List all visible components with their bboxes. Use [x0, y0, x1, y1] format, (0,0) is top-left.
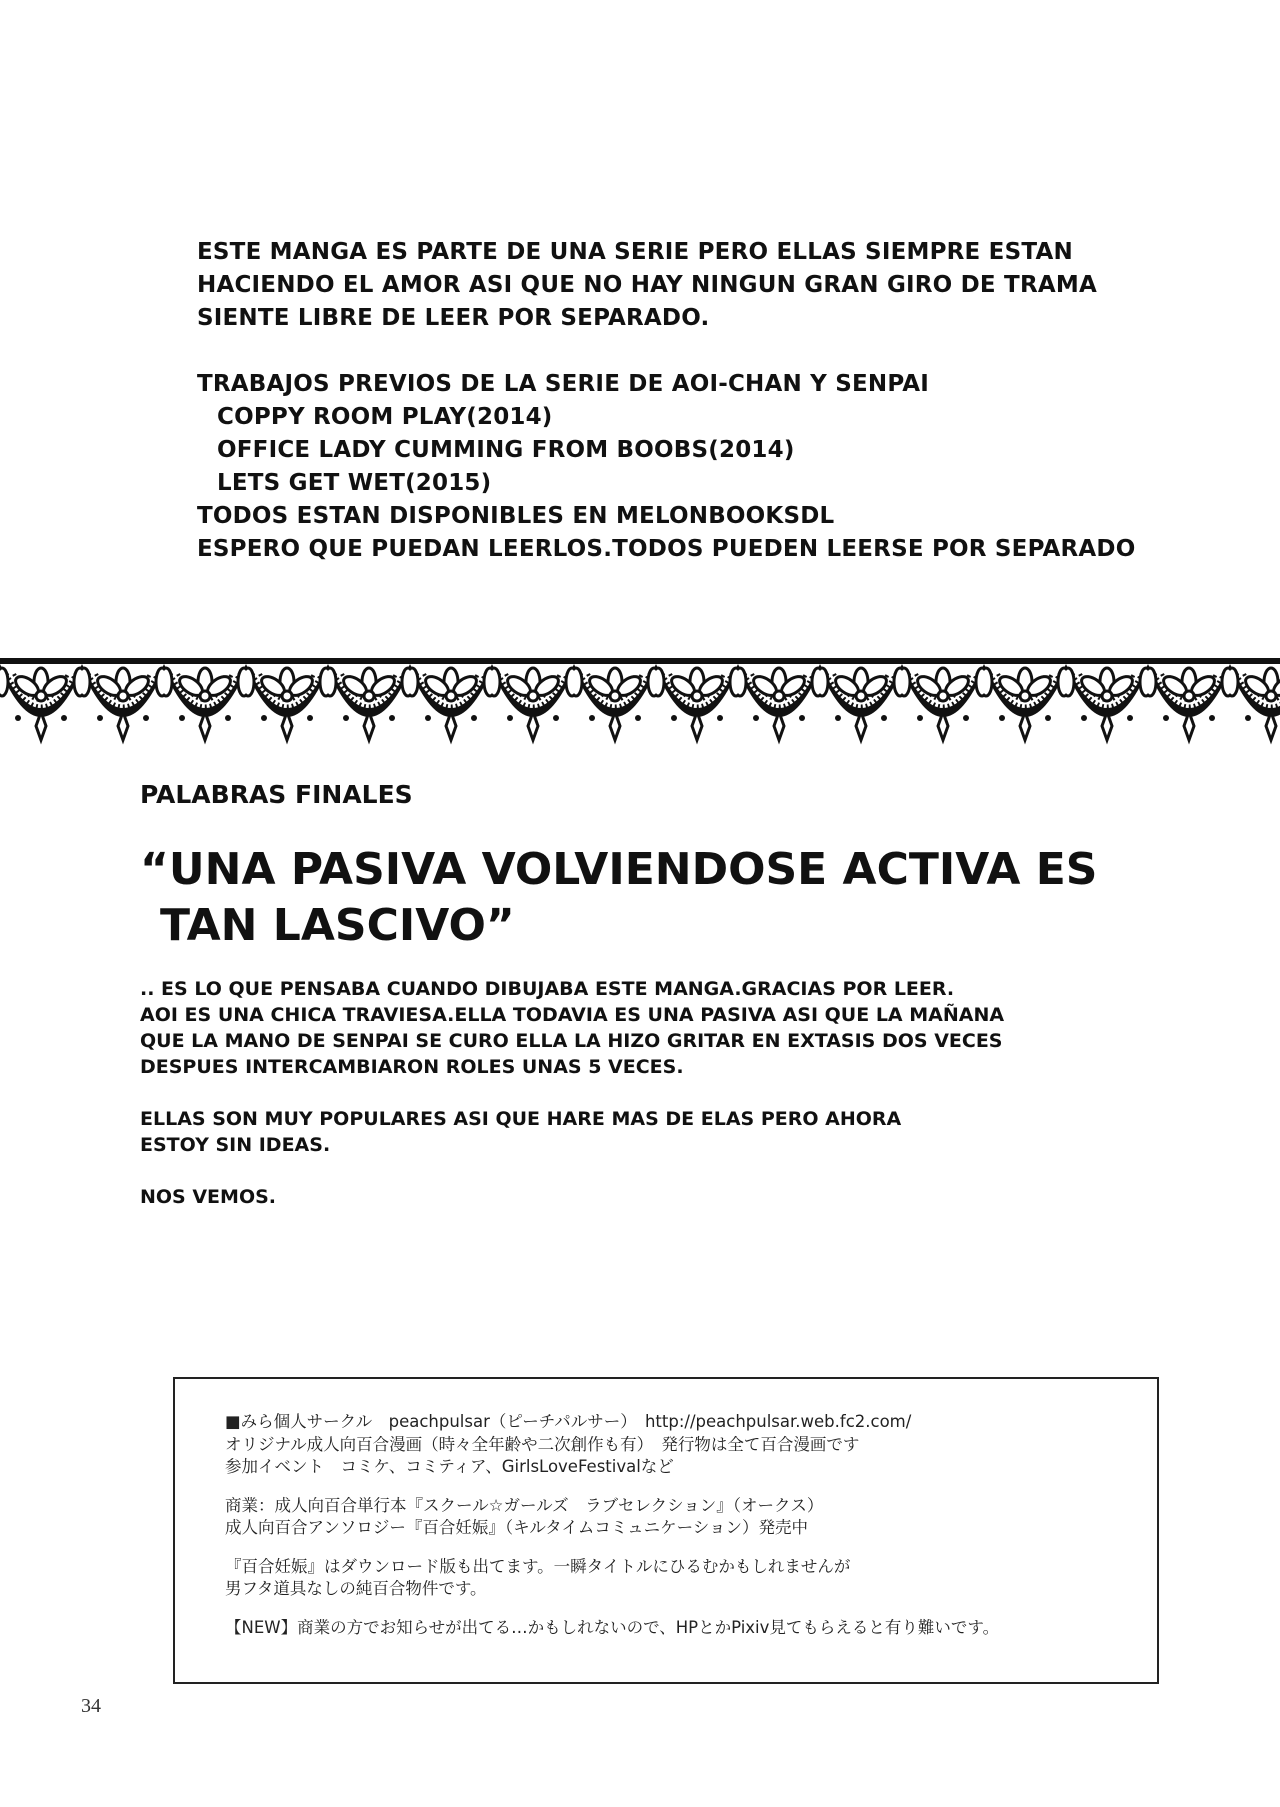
availability-note: ESPERO QUE PUEDAN LEERLOS.TODOS PUEDEN LEERSE POR SEPARADO	[197, 536, 1136, 562]
info-line: 男フタ道具なしの純百合物件です。	[225, 1579, 487, 1598]
intro-line: SIENTE LIBRE DE LEER POR SEPARADO.	[197, 305, 710, 331]
intro-notes	[197, 236, 1197, 566]
info-line: 【NEW】商業の方でお知らせが出てる…かもしれないので、HPとかPixiv見てもらえると有り難いです。	[225, 1617, 1000, 1637]
final-quote-line: TAN LASCIVO”	[160, 900, 515, 951]
final-quote	[140, 842, 1140, 954]
body-line: AOI ES UNA CHICA TRAVIESA.ELLA TODAVIA ES UNA PASIVA ASI QUE LA MAÑANA	[140, 1004, 1005, 1026]
final-words-body	[140, 976, 1200, 1210]
previous-work-item: LETS GET WET(2015)	[217, 470, 492, 496]
info-line: 参加イベント コミケ、コミティア、GirlsLoveFestivalなど	[225, 1457, 674, 1476]
body-line: QUE LA MANO DE SENPAI SE CURO ELLA LA HIZO GRITAR EN EXTASIS DOS VECES	[140, 1030, 1003, 1052]
info-line: ■みら個人サークル peachpulsar（ピーチパルサー） http://peachpulsar.web.fc2.com/	[225, 1412, 912, 1431]
closing-line: NOS VEMOS.	[140, 1186, 276, 1208]
intro-line: ESTE MANGA ES PARTE DE UNA SERIE PERO ELLAS SIEMPRE ESTAN	[197, 239, 1073, 265]
final-words-heading: PALABRAS FINALES	[140, 780, 413, 809]
body-line: ESTOY SIN IDEAS.	[140, 1134, 331, 1156]
body-line: DESPUES INTERCAMBIARON ROLES UNAS 5 VECES.	[140, 1056, 684, 1078]
lace-divider	[0, 652, 1280, 754]
body-line: .. ES LO QUE PENSABA CUANDO DIBUJABA ESTE MANGA.GRACIAS POR LEER.	[140, 978, 955, 1000]
info-line: 『百合妊娠』はダウンロード版も出てます。一瞬タイトルにひるむかもしれませんが	[225, 1556, 851, 1576]
body-line: ELLAS SON MUY POPULARES ASI QUE HARE MAS DE ELAS PERO AHORA	[140, 1108, 902, 1130]
final-quote-line: “UNA PASIVA VOLVIENDOSE ACTIVA ES	[140, 844, 1098, 895]
previous-work-item: COPPY ROOM PLAY(2014)	[217, 404, 553, 430]
intro-line: HACIENDO EL AMOR ASI QUE NO HAY NINGUN GRAN GIRO DE TRAMA	[197, 272, 1097, 298]
previous-works-heading: TRABAJOS PREVIOS DE LA SERIE DE AOI-CHAN Y SENPAI	[197, 371, 930, 397]
info-line: オリジナル成人向百合漫画（時々全年齢や二次創作も有） 発行物は全て百合漫画です	[225, 1434, 860, 1454]
previous-work-item: OFFICE LADY CUMMING FROM BOOBS(2014)	[217, 437, 795, 463]
page-number: 34	[81, 1695, 101, 1717]
info-line: 成人向百合アンソロジー『百合妊娠』（キルタイムコミュニケーション）発売中	[225, 1518, 808, 1537]
circle-info-box	[173, 1377, 1159, 1684]
info-line: 商業：成人向百合単行本『スクール☆ガールズ ラブセレクション』（オークス）	[225, 1495, 824, 1515]
availability-note: TODOS ESTAN DISPONIBLES EN MELONBOOKSDL	[197, 503, 835, 529]
